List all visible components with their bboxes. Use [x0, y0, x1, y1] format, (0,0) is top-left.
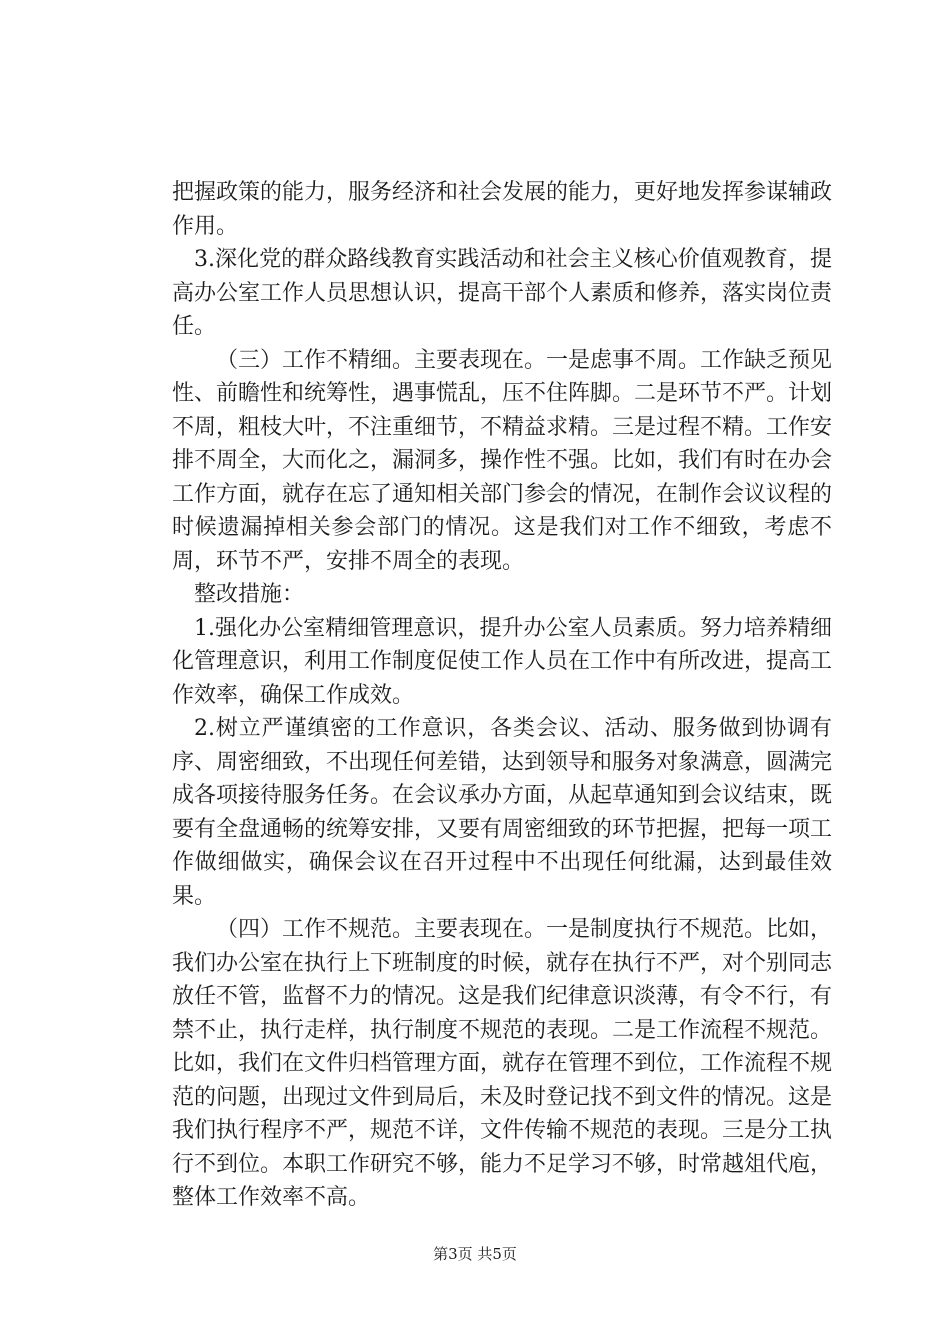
- paragraph-2: 3.深化党的群众路线教育实践活动和社会主义核心价值观教育，提高办公室工作人员思想认识，提高干部个人素质和修养，落实岗位责任。: [172, 247, 833, 339]
- paragraph-5: 1.强化办公室精细管理意识，提升办公室人员素质。努力培养精细化管理意识，利用工作制度促使工作人员在工作中有所改进，提高工作效率，确保工作成效。: [172, 615, 833, 708]
- page-number-footer: 第3页 共5页: [433, 1245, 517, 1263]
- paragraph-3: （三）工作不精细。主要表现在。一是虑事不周。工作缺乏预见性、前瞻性和统筹性，遇事慌乱，压不住阵脚。二是环节不严。计划不周，粗枝大叶，不注重细节，不精益求精。三是过程不精。工作安排不周全，大而化之，漏洞多，操作性不强。比如，我们有时在办会工作方面，就存在忘了通知相关部门参会的情况，在制作会议议程的时候遗漏掉相关参会部门的情况。这是我们对工作不细致，考虑不周，环节不严，安排不周全的表现。: [172, 347, 833, 574]
- paragraph-7: （四）工作不规范。主要表现在。一是制度执行不规范。比如，我们办公室在执行上下班制度的时候，就存在执行不严，对个别同志放任不管，监督不力的情况。这是我们纪律意识淡薄，有令不行，有禁不止，执行走样，执行制度不规范的表现。二是工作流程不规范。比如，我们在文件归档管理方面，就存在管理不到位，工作流程不规范的问题，出现过文件到局后，未及时登记找不到文件的情况。这是我们执行程序不严，规范不详，文件传输不规范的表现。三是分工执行不到位。本职工作研究不够，能力不足学习不够，时常越俎代庖，整体工作效率不高。: [172, 917, 833, 1210]
- paragraph-1: 把握政策的能力，服务经济和社会发展的能力，更好地发挥参谋辅政作用。: [172, 180, 833, 239]
- document-body: [172, 176, 832, 1215]
- paragraph-6: 2.树立严谨缜密的工作意识，各类会议、活动、服务做到协调有序、周密细致，不出现任何差错，达到领导和服务对象满意，圆满完成各项接待服务任务。在会议承办方面，从起草通知到会议结束，既要有全盘通畅的统筹安排，又要有周密细致的环节把握，把每一项工作做细做实，确保会议在召开过程中不出现任何纰漏，达到最佳效果。: [172, 716, 833, 909]
- paragraph-4: 整改措施：: [194, 582, 305, 607]
